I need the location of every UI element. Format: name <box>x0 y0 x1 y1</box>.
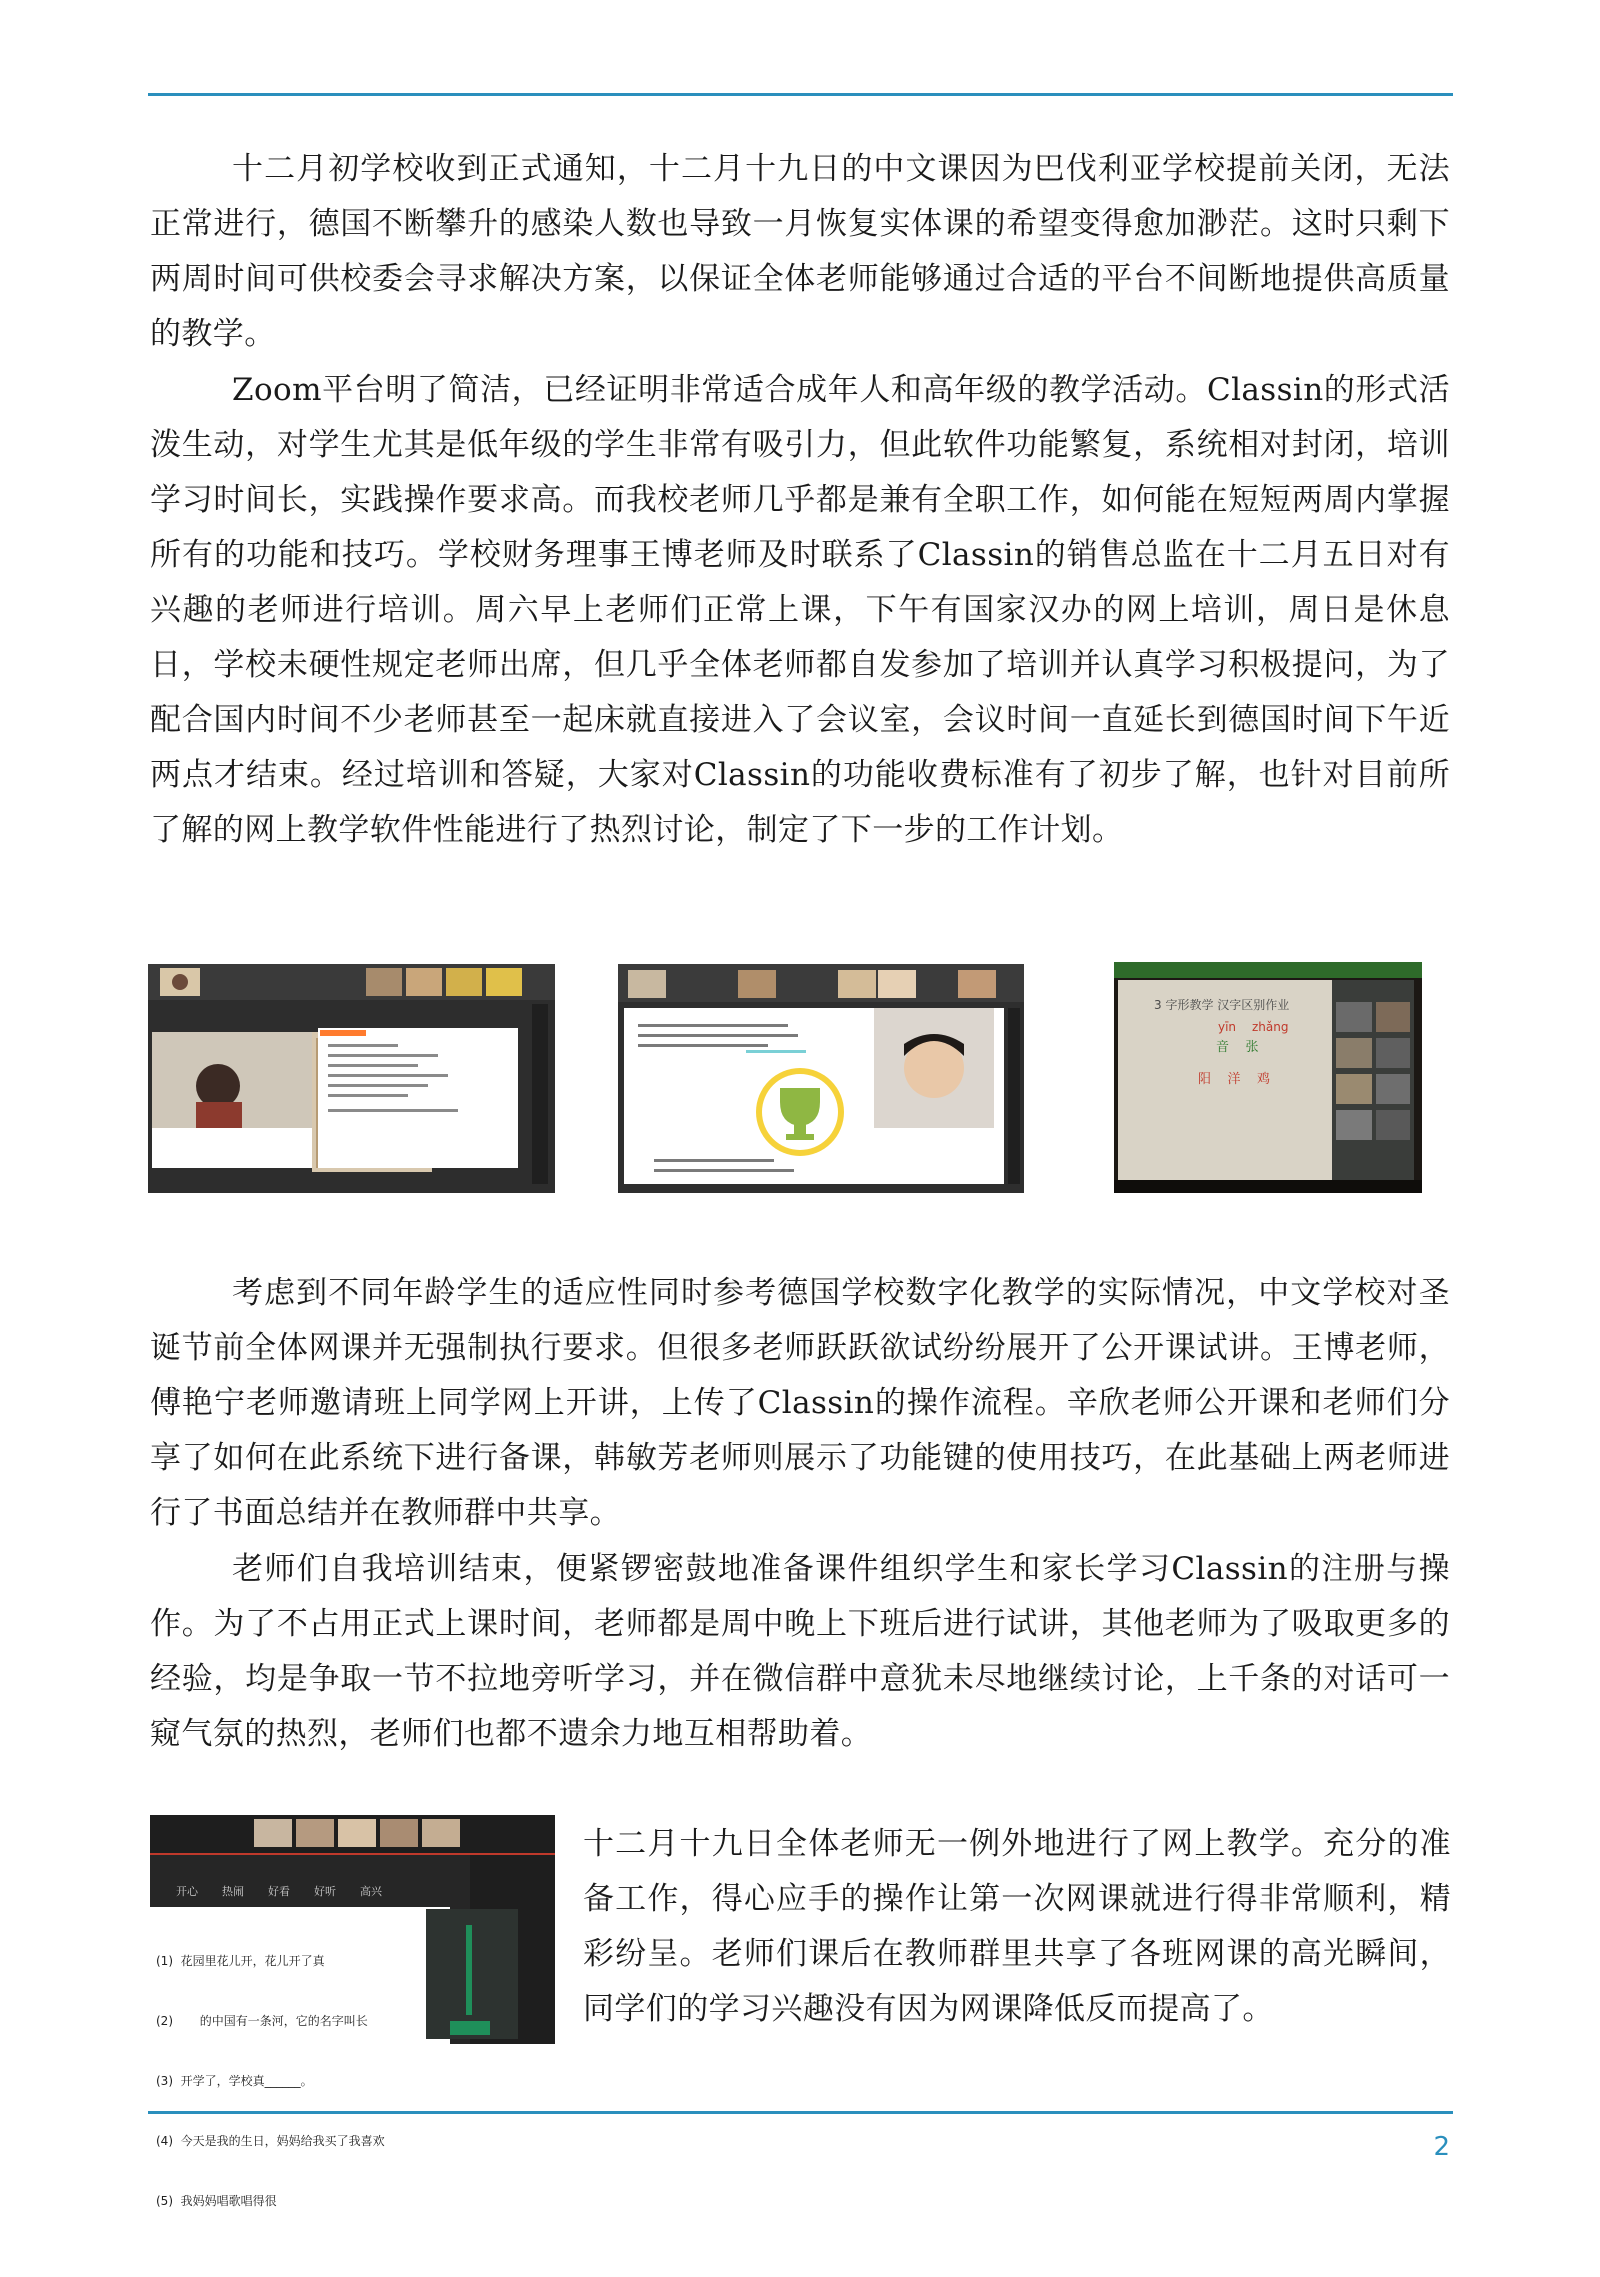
toolbar-item[interactable]: 高兴 <box>360 1885 382 1898</box>
exercise-item: (1) 花园里花儿开，花儿开了真 <box>156 1954 325 1968</box>
toolbar-item[interactable]: 开心 <box>176 1885 198 1898</box>
lesson-screen-photo <box>1114 962 1422 1193</box>
classin-screenshot-2 <box>618 964 1024 1193</box>
exercise-item: (3) 开学了，学校真______。 <box>156 2074 313 2088</box>
exercise-item: (2) 的中国有一条河，它的名字叫长 <box>156 2014 368 2028</box>
top-rule <box>148 93 1453 96</box>
bottom-rule <box>148 2111 1453 2114</box>
lesson-heading: 3 字形教学 汉字区别作业 <box>1154 998 1290 1012</box>
lesson-chars-bottom: 阳 洋 鸡 <box>1198 1072 1271 1087</box>
exercise-item: (4) 今天是我的生日，妈妈给我买了我喜欢 <box>156 2134 385 2148</box>
toolbar-item[interactable]: 热闹 <box>222 1885 244 1898</box>
classin-screenshot-1 <box>148 964 555 1193</box>
toolbar-item[interactable]: 好看 <box>268 1885 290 1898</box>
lesson-chars-top: 音 张 <box>1216 1040 1259 1055</box>
exercise-toolbar <box>176 1883 382 1899</box>
pinyin-1: yīn <box>1218 1020 1237 1034</box>
paragraph-4: 老师们自我培训结束，便紧锣密鼓地准备课件组织学生和家长学习Classin的注册与操作。为了不占用正式上课时间，老师都是周中晚上下班后进行试讲，其他老师为了吸取更多的经验，均是争取一节不拉地旁听学习，并在微信群中意犹未尽地继续讨论，上千条的对话可一窥气氛的热烈，老师们也都不遗余力地互相帮助着。 <box>150 1551 1450 1752</box>
page-number: 2 <box>1433 2132 1450 2162</box>
exercise-screenshot <box>150 1815 555 2208</box>
paragraph-3: 考虑到不同年龄学生的适应性同时参考德国学校数字化教学的实际情况，中文学校对圣诞节前全体网课并无强制执行要求。但很多老师跃跃欲试纷纷展开了公开课试讲。王博老师，傅艳宁老师邀请班上同学网上开讲，上传了Classin的操作流程。辛欣老师公开课和老师们分享了如何在此系统下进行备课，韩敏芳老师则展示了功能键的使用技巧，在此基础上两老师进行了书面总结并在教师群中共享。 <box>150 1275 1450 1531</box>
toolbar-item[interactable]: 好听 <box>314 1885 336 1898</box>
exercise-list <box>156 1911 436 2251</box>
paragraph-2: Zoom平台明了简洁，已经证明非常适合成年人和高年级的教学活动。Classin的形式活泼生动，对学生尤其是低年级的学生非常有吸引力，但此软件功能繁复，系统相对封闭，培训学习时间长，实践操作要求高。而我校老师几乎都是兼有全职工作，如何能在短短两周内掌握所有的功能和技巧。学校财务理事王博老师及时联系了Classin的销售总监在十二月五日对有兴趣的老师进行培训。周六早上老师们正常上课，下午有国家汉办的网上培训，周日是休息日，学校未硬性规定老师出席，但几乎全体老师都自发参加了培训并认真学习积极提问，为了配合国内时间不少老师甚至一起床就直接进入了会议室，会议时间一直延长到德国时间下午近两点才结束。经过培训和答疑，大家对Classin的功能收费标准有了初步了解，也针对目前所了解的网上教学软件性能进行了热烈讨论，制定了下一步的工作计划。 <box>150 372 1450 848</box>
exercise-item: (5) 我妈妈唱歌唱得很 <box>156 2194 277 2208</box>
pinyin-2: zhǎng <box>1252 1020 1289 1034</box>
paragraph-1: 十二月初学校收到正式通知，十二月十九日的中文课因为巴伐利亚学校提前关闭，无法正常进行，德国不断攀升的感染人数也导致一月恢复实体课的希望变得愈加渺茫。这时只剩下两周时间可供校委会寻求解决方案，以保证全体老师能够通过合适的平台不间断地提供高质量的教学。 <box>150 151 1450 352</box>
paragraph-5: 十二月十九日全体老师无一例外地进行了网上教学。充分的准备工作，得心应手的操作让第一次网课就进行得非常顺利，精彩纷呈。老师们课后在教师群里共享了各班网课的高光瞬间，同学们的学习兴趣没有因为网课降低反而提高了。 <box>583 1826 1451 2027</box>
